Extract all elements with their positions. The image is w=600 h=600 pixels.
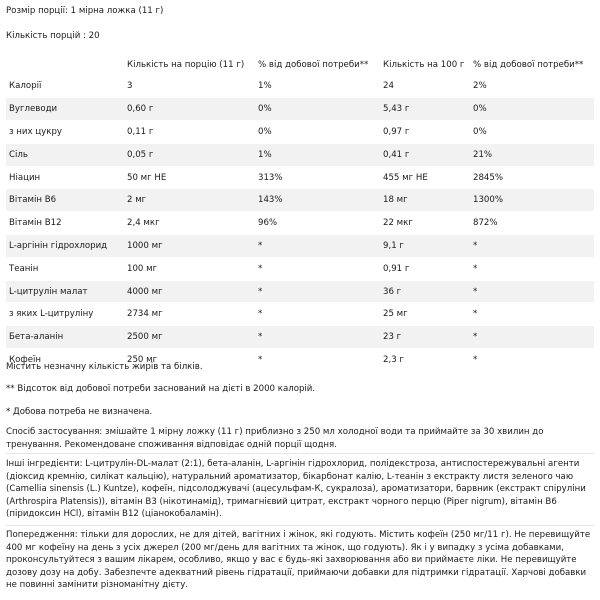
nutrient-value: 9,1 г — [380, 235, 470, 258]
nutrient-value: 36 г — [380, 280, 470, 303]
nutrient-value: 1000 мг — [124, 235, 255, 258]
nutrient-value: * — [255, 257, 380, 280]
table-row — [6, 121, 594, 144]
nutrient-value: 3 — [124, 75, 255, 98]
nutrient-value: * — [255, 326, 380, 349]
nutrient-value: 0,60 г — [124, 98, 255, 121]
nutrient-value: 0,91 г — [380, 257, 470, 280]
nutrient-name: Вітамін В12 — [6, 212, 124, 235]
nutrient-value: 1300% — [470, 189, 594, 212]
nutrient-value: 455 мг НЕ — [380, 166, 470, 189]
nutrient-value: 21% — [470, 143, 594, 166]
nutrient-value: * — [255, 235, 380, 258]
nutrient-value: * — [470, 326, 594, 349]
nutrient-value: 22 мкг — [380, 212, 470, 235]
nutrient-value: 4000 мг — [124, 280, 255, 303]
nutrient-value: 0% — [255, 98, 380, 121]
nutrient-value: 143% — [255, 189, 380, 212]
nutrient-value: 25 мг — [380, 303, 470, 326]
table-header-row — [6, 55, 594, 75]
table-row — [6, 280, 594, 303]
table-row — [6, 75, 594, 98]
table-row — [6, 166, 594, 189]
nutrient-value: 100 мг — [124, 257, 255, 280]
table-row — [6, 303, 594, 326]
nutrient-value: 0,05 г — [124, 143, 255, 166]
nutrient-name: з яких L-цитруліну — [6, 303, 124, 326]
serving-size: Розмір порції: 1 мірна ложка (11 г) — [6, 6, 164, 16]
nutrient-name: Теанін — [6, 257, 124, 280]
table-row — [6, 212, 594, 235]
nutrient-name: Ніацин — [6, 166, 124, 189]
header-cell: % від добової потреби** — [255, 55, 380, 75]
usage-text: Спосіб застосування: змішайте 1 мірну ложку (11 г) приблизно з 250 мл холодної води та приймайте за 30 хвилин до тренування. Рекомендоване споживання відповідає одній порції щодня. — [6, 427, 544, 450]
table-row — [6, 98, 594, 121]
nutrient-value: * — [470, 257, 594, 280]
table-row — [6, 189, 594, 212]
nutrient-value: * — [470, 349, 594, 372]
nutrient-name: Бета-аланін — [6, 326, 124, 349]
nutrient-value: * — [470, 280, 594, 303]
not-established-note: * Добова потреба не визначена. — [6, 407, 153, 417]
nutrient-value: 23 г — [380, 326, 470, 349]
nutrition-table — [6, 55, 594, 372]
nutrient-name: з них цукру — [6, 121, 124, 144]
nutrient-value: 96% — [255, 212, 380, 235]
nutrient-value: 0,97 г — [380, 121, 470, 144]
table-row — [6, 143, 594, 166]
table-row — [6, 235, 594, 258]
nutrient-value: 313% — [255, 166, 380, 189]
nutrient-name: Вуглеводи — [6, 98, 124, 121]
nutrient-value: 18 мг — [380, 189, 470, 212]
header-cell: % від добової потреби** — [470, 55, 594, 75]
nutrient-value: 1% — [255, 143, 380, 166]
nutrient-value: * — [470, 303, 594, 326]
nutrient-value: 0% — [470, 121, 594, 144]
nutrient-value: * — [255, 303, 380, 326]
nutrient-value: 5,43 г — [380, 98, 470, 121]
fats-note: Містить незначну кількість жирів та білків. — [6, 362, 203, 372]
nutrient-value: 2 мг — [124, 189, 255, 212]
nutrient-value: 2500 мг — [124, 326, 255, 349]
nutrient-value: 50 мг НЕ — [124, 166, 255, 189]
nutrient-value: 0,41 г — [380, 143, 470, 166]
nutrient-value: 2,3 г — [380, 349, 470, 372]
nutrient-value: 24 — [380, 75, 470, 98]
nutrient-name: L-аргінін гідрохлорид — [6, 235, 124, 258]
nutrient-value: 872% — [470, 212, 594, 235]
nutrient-value: * — [255, 280, 380, 303]
nutrient-name: Сіль — [6, 143, 124, 166]
nutrient-name: L-цитрулін малат — [6, 280, 124, 303]
header-cell: Кількість на порцію (11 г) — [124, 55, 255, 75]
nutrient-value: 1% — [255, 75, 380, 98]
nutrient-value: * — [470, 235, 594, 258]
daily-value-note: ** Відсоток від добової потреби заснований на дієті в 2000 калорій. — [6, 384, 316, 394]
divider — [6, 525, 594, 526]
nutrient-value: 2% — [470, 75, 594, 98]
nutrient-value: 2845% — [470, 166, 594, 189]
header-cell — [6, 55, 124, 75]
nutrient-value: 2,4 мкг — [124, 212, 255, 235]
divider — [6, 453, 594, 454]
table-row — [6, 326, 594, 349]
nutrient-name: Вітамін В6 — [6, 189, 124, 212]
table-row — [6, 257, 594, 280]
nutrient-name: Кофеїн — [6, 349, 124, 372]
nutrient-value: 2734 мг — [124, 303, 255, 326]
nutrient-name: Калорії — [6, 75, 124, 98]
ingredients-text: Інші інгредієнти: L-цитрулін-DL-малат (2:1), бета-аланін, L-аргінін гідрохлорид, полідекстроза, антиспостережувальні агенти (діоксид кремнію, силікат кальцію), натуральний ароматизатор, бікарбонат калію, L-теанін з екстракту листя зеленого чаю (Camellia sinensis (L.) Kuntze), кофеїн, підсолоджувачі (ацесульфам-К, сукралоза), ароматизатори, барвник (екстракт спіруліни (Arthrospira Platensis)), вітамін B3 (нікотинамід), тримагнієвий цитрат, екстракт чорного перцю (Piper nigrum), вітамін B6 (піридоксин HCl), вітамін B12 (ціанокобаламін). — [6, 459, 586, 519]
nutrient-value: 250 мг — [124, 349, 255, 372]
servings-count: Кількість порцій : 20 — [6, 31, 100, 41]
nutrient-value: 0% — [470, 98, 594, 121]
header-cell: Кількість на 100 г — [380, 55, 470, 75]
warning-text: Попередження: тільки для дорослих, не для дітей, вагітних і жінок, які годують. Містить кофеїн (250 мг/11 г). Не перевищуйте 400 мг кофеїну на день з усіх джерел (200 мг/день для вагітних та жінок, що годують). Як і у випадку з усіма добавками, проконсультуйтеся з вашим лікарем, особливо, якщо у вас є будь-які захворювання або ви приймаєте ліки. Не перевищуйте дозову дозу на добу. Забезпечте адекватний рівень гідратації, приймаючи добавки для підтримки гідратації. Харчові добавки не повинні замінити різноманітну дієту. — [6, 530, 591, 590]
nutrient-value: 0% — [255, 121, 380, 144]
nutrient-value: 0,11 г — [124, 121, 255, 144]
nutrient-value: * — [255, 349, 380, 372]
